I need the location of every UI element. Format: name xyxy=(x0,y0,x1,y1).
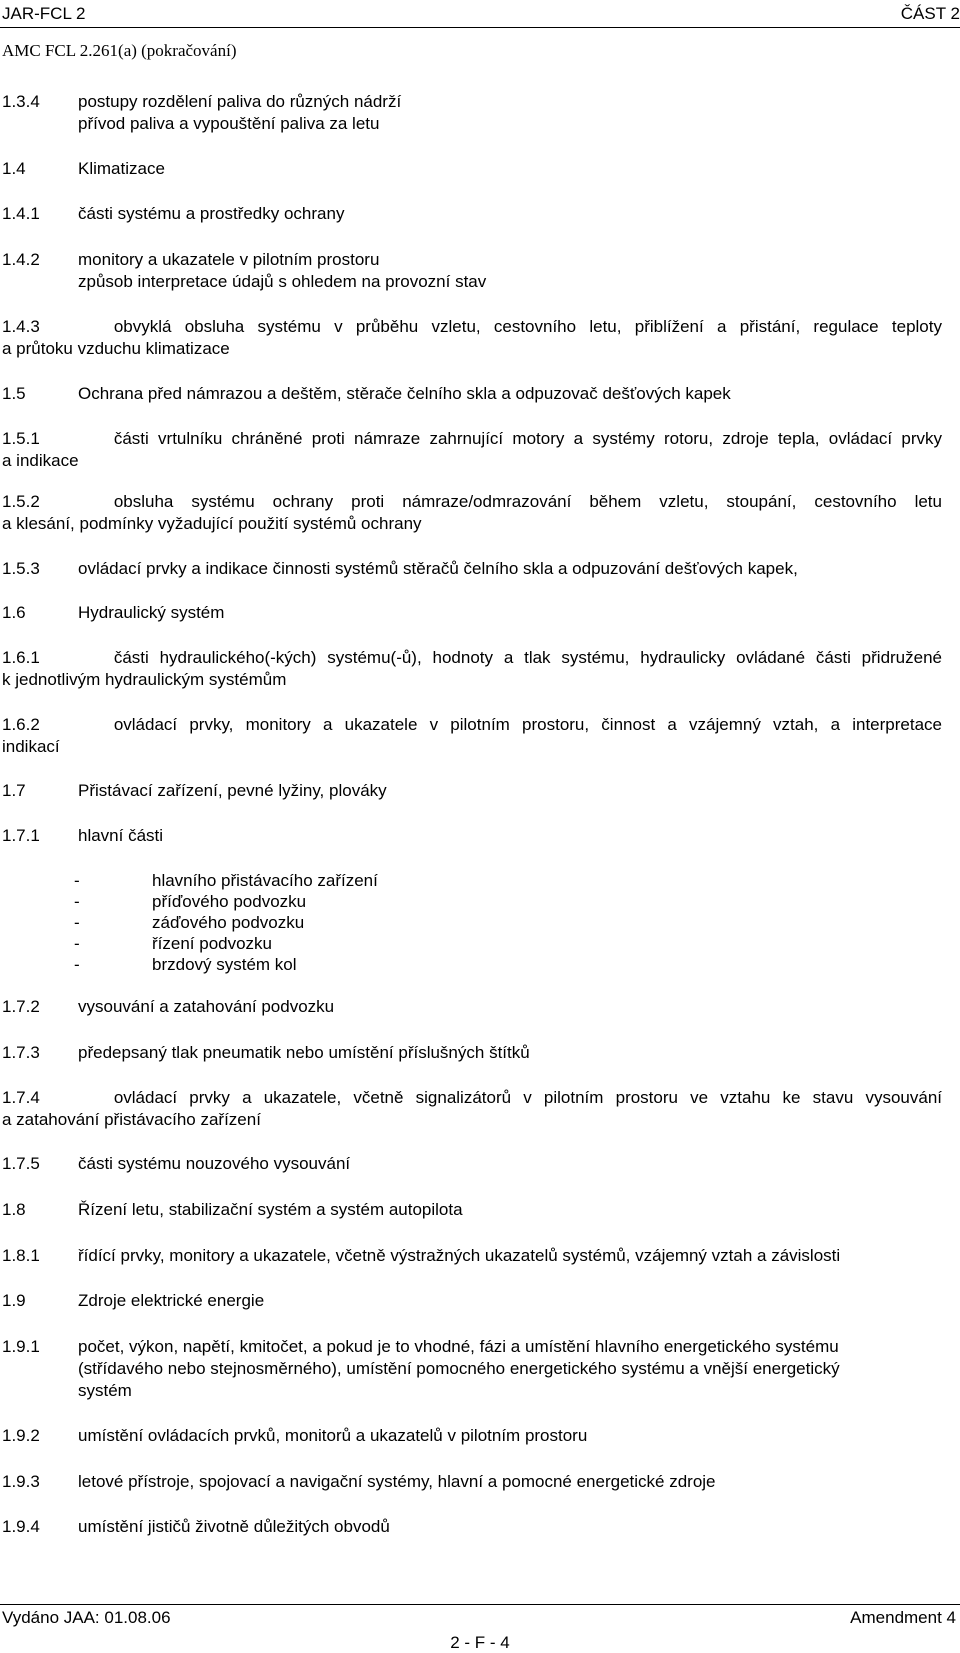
item-justified-line xyxy=(2,714,942,736)
item-number: 1.6.1 xyxy=(2,648,40,667)
item-text: hlavní části xyxy=(78,826,164,845)
item-number: 1.8.1 xyxy=(2,1246,40,1265)
item-number: 1.9.1 xyxy=(2,1337,40,1356)
item-text: přívod paliva a vypouštění paliva za letu xyxy=(78,114,380,133)
item-text: Přistávací zařízení, pevné lyžiny, plováky xyxy=(78,781,387,800)
item-text: řídící prvky, monitory a ukazatele, včetně výstražných ukazatelů systémů, vzájemný vztah a závislosti xyxy=(78,1246,841,1265)
item-text: Zdroje elektrické energie xyxy=(78,1291,265,1310)
item-number: 1.7.2 xyxy=(2,997,40,1016)
item-text: části systému nouzového vysouvání xyxy=(78,1154,351,1173)
item-number: 1.5.1 xyxy=(2,429,40,448)
item-number: 1.6.2 xyxy=(2,715,40,734)
list-dash: - xyxy=(74,871,80,890)
item-text: Řízení letu, stabilizační systém a systém autopilota xyxy=(78,1200,463,1219)
item-text: Klimatizace xyxy=(78,159,165,178)
header-rule xyxy=(0,27,960,28)
item-text: a klesání, podmínky vyžadující použití systémů ochrany xyxy=(2,514,422,533)
item-text: obvyklá obsluha systému v průběhu vzletu, cestovního letu, přiblížení a přistání, regulace teploty xyxy=(113,317,942,336)
item-text: systém xyxy=(78,1381,132,1400)
item-text: části vrtulníku chráněné proti námraze zahrnující motory a systémy rotoru, zdroje tepla, ovládací prvky xyxy=(113,429,942,448)
item-number: 1.4.2 xyxy=(2,250,40,269)
item-text: letové přístroje, spojovací a navigační systémy, hlavní a pomocné energetické zdroje xyxy=(78,1472,716,1491)
list-text: záďového podvozku xyxy=(152,913,305,932)
list-dash: - xyxy=(74,955,80,974)
item-text: části systému a prostředky ochrany xyxy=(78,204,345,223)
item-justified-line xyxy=(2,316,942,338)
item-text: předepsaný tlak pneumatik nebo umístění příslušných štítků xyxy=(78,1043,530,1062)
item-number: 1.9.4 xyxy=(2,1517,40,1536)
item-text: monitory a ukazatele v pilotním prostoru xyxy=(78,250,380,269)
item-number: 1.4.3 xyxy=(2,317,40,336)
item-number: 1.9.3 xyxy=(2,1472,40,1491)
item-justified-line xyxy=(2,491,942,513)
item-number: 1.4.1 xyxy=(2,204,40,223)
item-text: ovládací prvky a ukazatele, včetně signalizátorů v pilotním prostoru ve vztahu ke stavu vysouvání xyxy=(113,1088,942,1107)
list-dash: - xyxy=(74,892,80,911)
item-number: 1.7.5 xyxy=(2,1154,40,1173)
header-part: ČÁST 2 xyxy=(900,4,960,23)
header-doc-id: JAR-FCL 2 xyxy=(2,4,86,23)
item-text: indikací xyxy=(2,737,60,756)
page-header xyxy=(0,4,960,26)
list-text: brzdový systém kol xyxy=(152,955,297,974)
item-text: k jednotlivým hydraulickým systémům xyxy=(2,670,287,689)
item-number: 1.5.2 xyxy=(2,492,40,511)
item-number: 1.7 xyxy=(2,781,26,800)
item-number: 1.4 xyxy=(2,159,26,178)
item-justified-line xyxy=(2,428,942,450)
page-number: 2 - F - 4 xyxy=(450,1633,510,1652)
item-number: 1.7.3 xyxy=(2,1043,40,1062)
item-number: 1.9 xyxy=(2,1291,26,1310)
list-text: příďového podvozku xyxy=(152,892,307,911)
item-number: 1.7.4 xyxy=(2,1088,40,1107)
item-text: umístění ovládacích prvků, monitorů a ukazatelů v pilotním prostoru xyxy=(78,1426,588,1445)
item-justified-line xyxy=(2,647,942,669)
item-number: 1.7.1 xyxy=(2,826,40,845)
amc-title: AMC FCL 2.261(a) (pokračování) xyxy=(2,41,237,60)
footer-amendment: Amendment 4 xyxy=(850,1608,956,1627)
list-text: řízení podvozku xyxy=(152,934,273,953)
item-text: Hydraulický systém xyxy=(78,603,225,622)
item-text: části hydraulického(-kých) systému(-ů), hodnoty a tlak systému, hydraulicky ovládané části přidružené xyxy=(113,648,942,667)
item-text: postupy rozdělení paliva do různých nádrží xyxy=(78,92,402,111)
item-text: umístění jističů životně důležitých obvodů xyxy=(78,1517,390,1536)
item-justified-line xyxy=(2,1087,942,1109)
item-number: 1.3.4 xyxy=(2,92,40,111)
item-text: počet, výkon, napětí, kmitočet, a pokud je to vhodné, fázi a umístění hlavního energetického systému xyxy=(78,1337,839,1356)
item-text: a indikace xyxy=(2,451,79,470)
item-number: 1.8 xyxy=(2,1200,26,1219)
item-number: 1.9.2 xyxy=(2,1426,40,1445)
footer-issue-date: Vydáno JAA: 01.08.06 xyxy=(2,1608,171,1627)
footer-rule xyxy=(0,1604,960,1605)
item-text: ovládací prvky a indikace činnosti systémů stěračů čelního skla a odpuzování dešťových kapek, xyxy=(78,559,798,578)
item-text: a zatahování přistávacího zařízení xyxy=(2,1110,261,1129)
list-dash: - xyxy=(74,913,80,932)
list-dash: - xyxy=(74,934,80,953)
item-text: Ochrana před námrazou a deštěm, stěrače čelního skla a odpuzovač dešťových kapek xyxy=(78,384,731,403)
item-text: a průtoku vzduchu klimatizace xyxy=(2,339,230,358)
item-text: obsluha systému ochrany proti námraze/odmrazování během vzletu, stoupání, cestovního letu xyxy=(113,492,942,511)
item-number: 1.5.3 xyxy=(2,559,40,578)
list-text: hlavního přistávacího zařízení xyxy=(152,871,378,890)
item-text: způsob interpretace údajů s ohledem na provozní stav xyxy=(78,272,487,291)
item-text: ovládací prvky, monitory a ukazatele v pilotním prostoru, činnost a vzájemný vztah, a interpretace xyxy=(113,715,942,734)
item-text: vysouvání a zatahování podvozku xyxy=(78,997,335,1016)
item-number: 1.5 xyxy=(2,384,26,403)
item-text: (střídavého nebo stejnosměrného), umístění pomocného energetického systému a vnější energetický xyxy=(78,1359,840,1378)
item-number: 1.6 xyxy=(2,603,26,622)
